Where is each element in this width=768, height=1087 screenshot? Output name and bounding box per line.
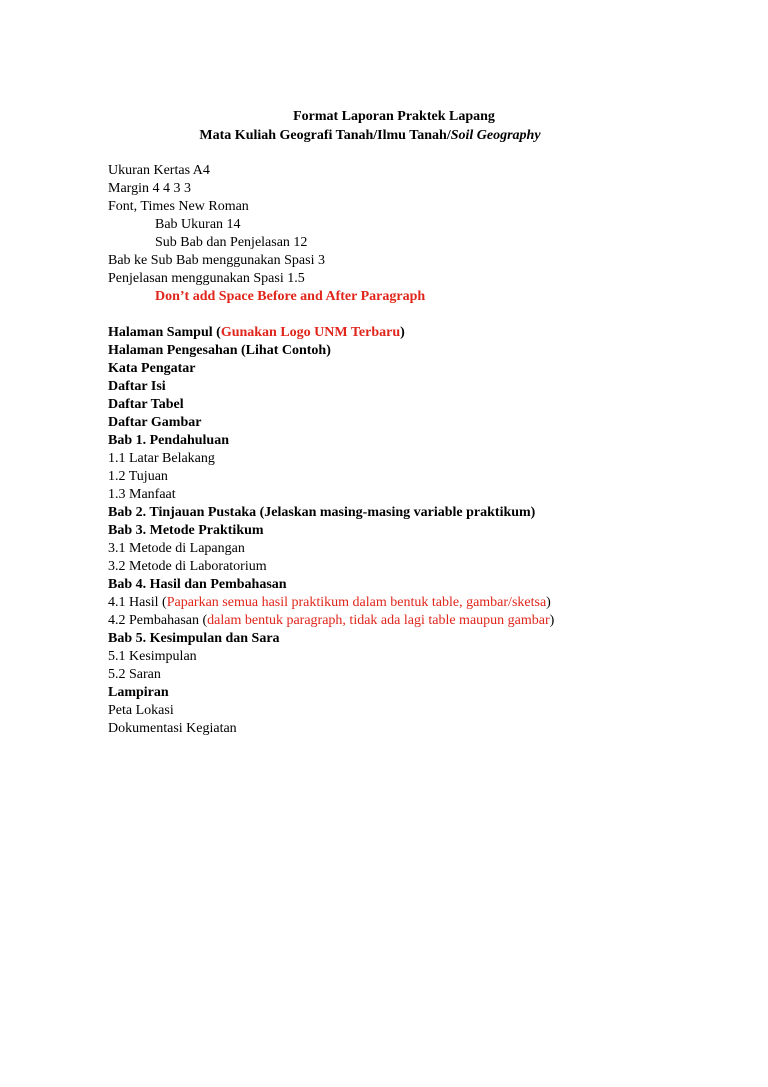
spec-font: Font, Times New Roman (108, 199, 249, 214)
outline-bab-4-1-note: Paparkan semua hasil praktikum dalam bentuk table, gambar/sketsa (166, 595, 547, 610)
document-body (108, 162, 728, 738)
spec-paper-size: Ukuran Kertas A4 (108, 163, 210, 178)
outline-bab-4: Bab 4. Hasil dan Pembahasan (108, 577, 287, 592)
outline-bab-1-1: 1.1 Latar Belakang (108, 451, 215, 466)
spec-chapter-size: Bab Ukuran 14 (155, 217, 241, 232)
outline-bab-5-2: 5.2 Saran (108, 667, 161, 682)
outline-bab-2: Bab 2. Tinjauan Pustaka (Jelaskan masing-masing variable praktikum) (108, 505, 536, 520)
outline-bab-1-2: 1.2 Tujuan (108, 469, 168, 484)
spec-margin: Margin 4 4 3 3 (108, 181, 191, 196)
outline-bab-5-1: 5.1 Kesimpulan (108, 649, 197, 664)
outline-bab-5: Bab 5. Kesimpulan dan Sara (108, 631, 280, 646)
outline-bab-4-2-note: dalam bentuk paragraph, tidak ada lagi table maupun gambar (207, 613, 550, 628)
outline-approval: Halaman Pengesahan (Lihat Contoh) (108, 343, 331, 358)
outline-bab-4-1-close: ) (546, 595, 551, 610)
outline-bab-3-2: 3.2 Metode di Laboratorium (108, 559, 267, 574)
subtitle-course-italic: Soil Geography (450, 128, 541, 143)
spec-subchapter-size: Sub Bab dan Penjelasan 12 (155, 235, 308, 250)
outline-bab-4-1 (108, 594, 728, 612)
document-subtitle (0, 127, 754, 145)
subtitle-course: Mata Kuliah Geografi Tanah/Ilmu Tanah/ (199, 128, 451, 143)
outline-appendix-map: Peta Lokasi (108, 703, 174, 718)
outline-bab-1-3: 1.3 Manfaat (108, 487, 176, 502)
outline-appendix-docs: Dokumentasi Kegiatan (108, 721, 237, 736)
document-title: Format Laporan Praktek Lapang (293, 109, 495, 124)
spacer (108, 306, 728, 324)
outline-toc: Daftar Isi (108, 379, 166, 394)
outline-bab-1: Bab 1. Pendahuluan (108, 433, 229, 448)
outline-cover-note: Gunakan Logo UNM Terbaru (220, 325, 401, 340)
outline-bab-4-1-label: 4.1 Hasil ( (108, 595, 167, 610)
spec-paragraph-note: Don’t add Space Before and After Paragraph (155, 289, 426, 304)
outline-bab-4-2-close: ) (549, 613, 555, 628)
outline-bab-4-2 (108, 612, 728, 630)
outline-bab-3: Bab 3. Metode Praktikum (108, 523, 264, 538)
outline-bab-3-1: 3.1 Metode di Lapangan (108, 541, 245, 556)
outline-cover (108, 324, 728, 342)
outline-figure-list: Daftar Gambar (108, 415, 202, 430)
outline-table-list: Daftar Tabel (108, 397, 184, 412)
spec-chapter-spacing: Bab ke Sub Bab menggunakan Spasi 3 (108, 253, 325, 268)
outline-appendix: Lampiran (108, 685, 169, 700)
outline-bab-4-2-label: 4.2 Pembahasan ( (108, 613, 208, 628)
outline-preface: Kata Pengatar (108, 361, 196, 376)
spec-explanation-spacing: Penjelasan menggunakan Spasi 1.5 (108, 271, 305, 286)
outline-cover-label: Halaman Sampul ( (108, 325, 221, 340)
outline-cover-close: ) (400, 325, 405, 340)
